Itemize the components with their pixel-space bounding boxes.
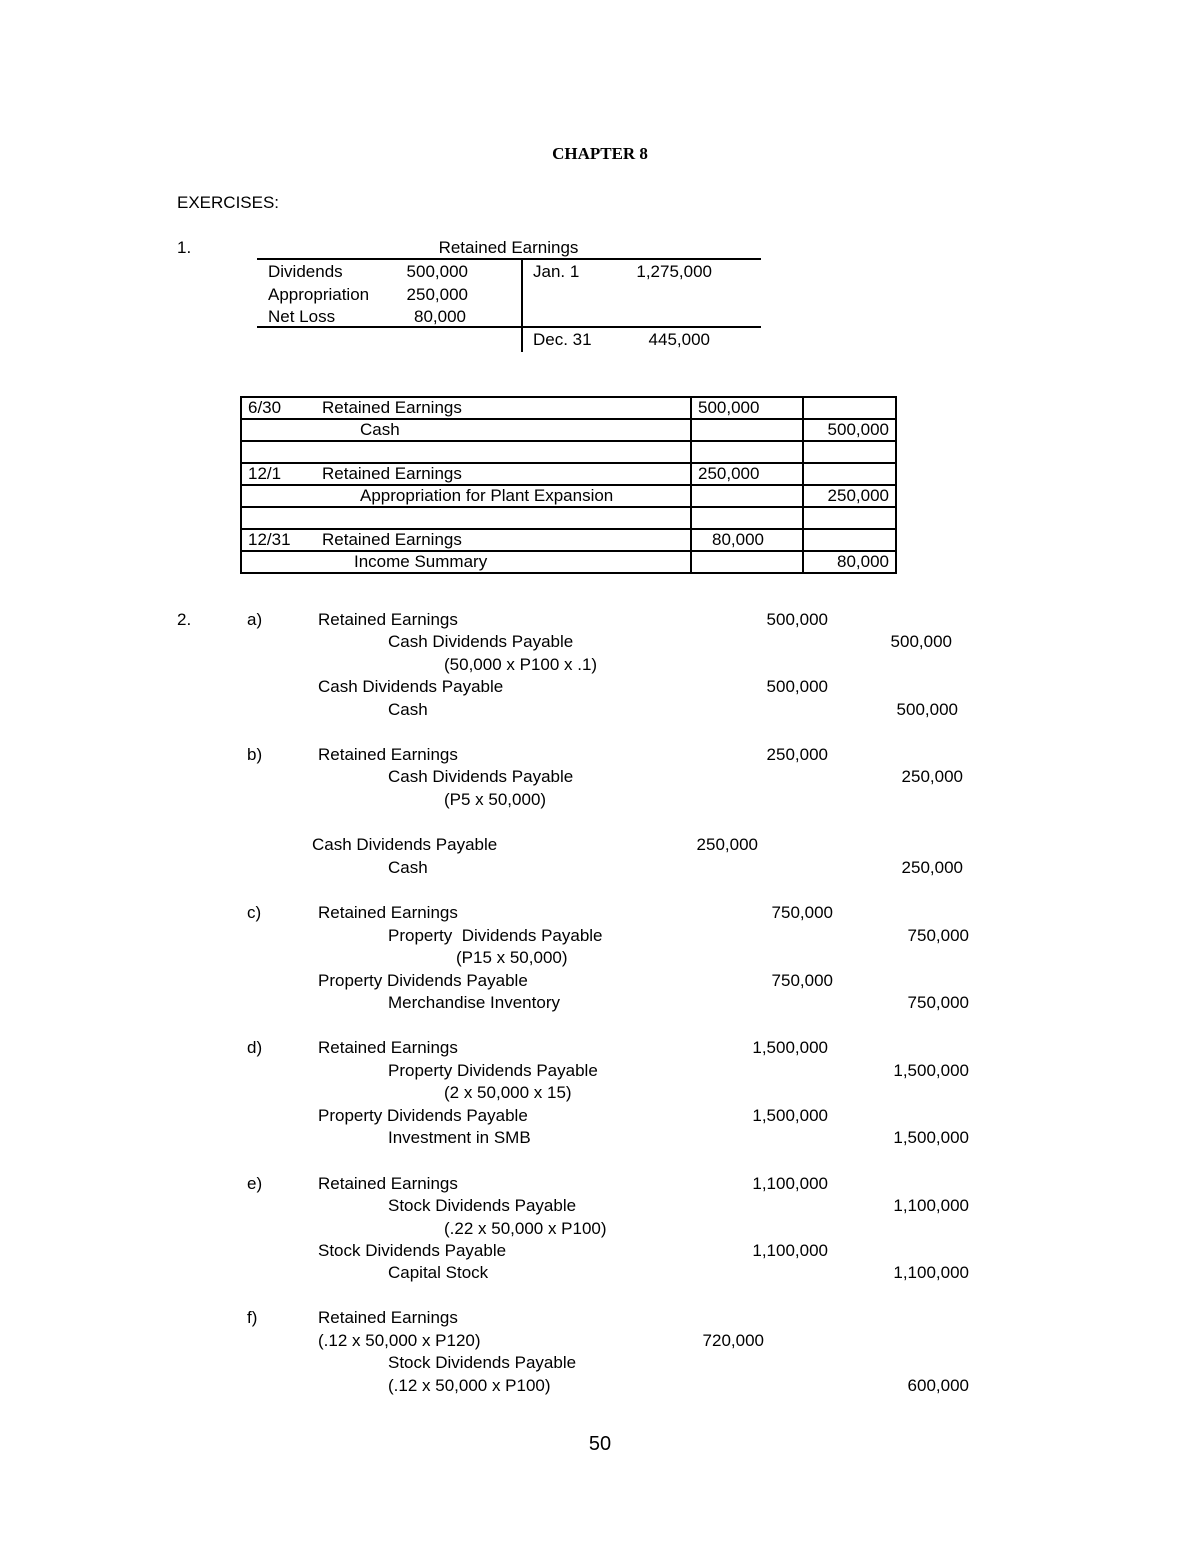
journal-debit xyxy=(691,551,803,573)
part-label: b) xyxy=(247,745,263,764)
journal-debit xyxy=(691,485,803,507)
journal-credit xyxy=(803,463,896,485)
entry-credit: 1,500,000 xyxy=(893,1061,969,1080)
t-debit-amount: 250,000 xyxy=(406,285,468,304)
entry-note: (.12 x 50,000 x P100) xyxy=(388,1376,551,1395)
entry-debit: 500,000 xyxy=(766,677,828,696)
journal-credit: 250,000 xyxy=(803,485,896,507)
exercises-label: EXERCISES: xyxy=(177,193,280,212)
entry-note: (P5 x 50,000) xyxy=(444,790,547,809)
journal-account: Cash xyxy=(241,419,691,441)
entry-debit: 720,000 xyxy=(702,1331,764,1350)
entry-note: (50,000 x P100 x .1) xyxy=(444,655,598,674)
entry-account: Cash Dividends Payable xyxy=(318,677,504,696)
t-debit-label: Dividends xyxy=(268,262,343,281)
entry-account: Property Dividends Payable xyxy=(388,926,603,945)
entry-credit: 750,000 xyxy=(907,993,969,1012)
journal-debit: 250,000 xyxy=(691,463,803,485)
entry-debit: 250,000 xyxy=(766,745,828,764)
t-credit-amount: 1,275,000 xyxy=(636,262,712,281)
entry-account: Retained Earnings xyxy=(318,610,458,629)
entry-account: Retained Earnings xyxy=(318,903,458,922)
entry-account: Retained Earnings xyxy=(318,1174,458,1193)
entry-debit: 1,100,000 xyxy=(752,1174,828,1193)
journal-account-cell xyxy=(241,529,691,551)
journal-date: 12/31 xyxy=(248,530,291,549)
exercise-2-number: 2. xyxy=(177,610,192,629)
t-account-center-rule xyxy=(521,258,523,352)
entry-account: Cash Dividends Payable xyxy=(388,767,574,786)
journal-account: Retained Earnings xyxy=(322,530,462,549)
journal-account: Retained Earnings xyxy=(322,464,462,483)
entry-account: Cash xyxy=(388,858,428,877)
entry-credit: 500,000 xyxy=(890,632,952,651)
entry-account: Stock Dividends Payable xyxy=(388,1196,577,1215)
entry-account: Cash Dividends Payable xyxy=(388,632,574,651)
entry-debit: 250,000 xyxy=(696,835,758,854)
t-balance-amount: 445,000 xyxy=(648,330,710,349)
entry-credit: 600,000 xyxy=(907,1376,969,1395)
entry-account: Property Dividends Payable xyxy=(318,1106,528,1125)
exercise-1-number: 1. xyxy=(177,238,192,257)
page-number: 50 xyxy=(588,1433,612,1455)
entry-credit: 250,000 xyxy=(901,767,963,786)
t-balance-label: Dec. 31 xyxy=(533,330,592,349)
entry-credit: 1,500,000 xyxy=(893,1128,969,1147)
journal-debit: 80,000 xyxy=(691,529,803,551)
part-label: c) xyxy=(247,903,262,922)
journal-account: Income Summary xyxy=(241,551,691,573)
journal-table xyxy=(240,396,897,574)
entry-debit: 1,100,000 xyxy=(752,1241,828,1260)
journal-credit xyxy=(803,397,896,419)
table-row xyxy=(241,485,896,507)
entry-credit: 1,100,000 xyxy=(893,1196,969,1215)
t-debit-amount: 500,000 xyxy=(406,262,468,281)
entry-account: Merchandise Inventory xyxy=(388,993,560,1012)
entry-account: Stock Dividends Payable xyxy=(388,1353,577,1372)
entry-credit: 250,000 xyxy=(901,858,963,877)
chapter-title: CHAPTER 8 xyxy=(552,144,648,163)
entry-account: Stock Dividends Payable xyxy=(318,1241,507,1260)
entry-note: (.22 x 50,000 x P100) xyxy=(444,1219,607,1238)
entry-note: (2 x 50,000 x 15) xyxy=(444,1083,572,1102)
entry-credit: 750,000 xyxy=(907,926,969,945)
entry-debit: 750,000 xyxy=(771,971,833,990)
entry-account: Property Dividends Payable xyxy=(318,971,528,990)
journal-credit xyxy=(803,529,896,551)
entry-account: Retained Earnings xyxy=(318,745,458,764)
journal-account-cell xyxy=(241,397,691,419)
t-credit-label: Jan. 1 xyxy=(533,262,580,281)
table-row xyxy=(241,551,896,573)
part-label: d) xyxy=(247,1038,263,1057)
table-row xyxy=(241,419,896,441)
journal-account: Retained Earnings xyxy=(322,398,462,417)
journal-credit: 500,000 xyxy=(803,419,896,441)
journal-debit: 500,000 xyxy=(691,397,803,419)
table-row xyxy=(241,397,896,419)
entry-account: Cash Dividends Payable xyxy=(312,835,498,854)
journal-date: 12/1 xyxy=(248,464,282,483)
t-debit-amount: 80,000 xyxy=(414,307,466,326)
entry-note: (.12 x 50,000 x P120) xyxy=(318,1331,481,1350)
journal-date: 6/30 xyxy=(248,398,282,417)
part-label: f) xyxy=(247,1308,258,1327)
table-row-blank xyxy=(241,507,896,529)
entry-debit: 750,000 xyxy=(771,903,833,922)
entry-account: Investment in SMB xyxy=(388,1128,531,1147)
entry-debit: 1,500,000 xyxy=(752,1038,828,1057)
t-debit-label: Appropriation xyxy=(268,285,370,304)
table-row xyxy=(241,529,896,551)
entry-debit: 1,500,000 xyxy=(752,1106,828,1125)
entry-account: Capital Stock xyxy=(388,1263,489,1282)
entry-note: (P15 x 50,000) xyxy=(456,948,568,967)
table-row-blank xyxy=(241,441,896,463)
t-account-title: Retained Earnings xyxy=(438,238,579,257)
journal-account: Appropriation for Plant Expansion xyxy=(241,485,691,507)
table-row xyxy=(241,463,896,485)
t-account-top-rule xyxy=(257,258,761,260)
part-label: e) xyxy=(247,1174,263,1193)
entry-credit: 500,000 xyxy=(896,700,958,719)
entry-account: Cash xyxy=(388,700,428,719)
t-debit-label: Net Loss xyxy=(268,307,336,326)
entry-account: Retained Earnings xyxy=(318,1038,458,1057)
journal-debit xyxy=(691,419,803,441)
entry-account: Retained Earnings xyxy=(318,1308,458,1327)
journal-account-cell xyxy=(241,463,691,485)
entry-debit: 500,000 xyxy=(766,610,828,629)
entry-account: Property Dividends Payable xyxy=(388,1061,598,1080)
entry-credit: 1,100,000 xyxy=(893,1263,969,1282)
part-label: a) xyxy=(247,610,263,629)
journal-credit: 80,000 xyxy=(803,551,896,573)
